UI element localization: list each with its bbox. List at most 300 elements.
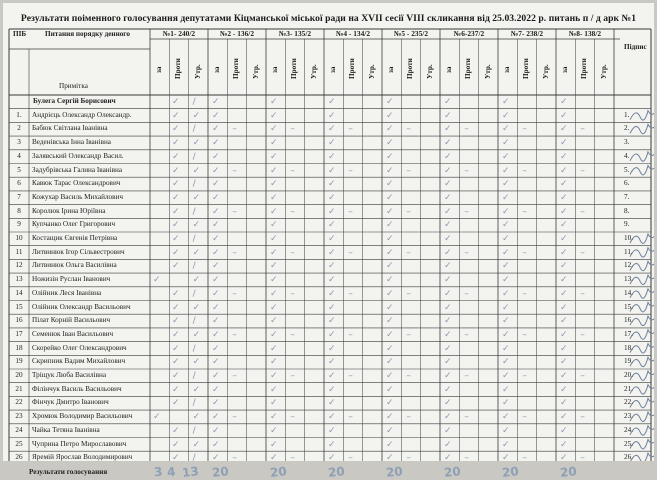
handwritten-vote-mark: ✓ <box>328 371 336 381</box>
handwritten-vote-mark: ✓ <box>270 247 278 258</box>
handwritten-vote-mark: – <box>406 206 411 217</box>
handwritten-vote-mark: ✓ <box>328 425 336 436</box>
signature-number: 8. <box>624 206 630 215</box>
signature-number: 4. <box>624 151 630 160</box>
handwritten-vote-mark: ✓ <box>560 247 568 258</box>
handwritten-vote-mark: ✓ <box>560 206 568 217</box>
agenda-header: Питання порядку денного <box>45 30 130 38</box>
member-number: 19 <box>15 357 23 366</box>
question-2-header: №2 - 136/2 <box>219 29 255 38</box>
handwritten-vote-mark: ✓ <box>328 206 336 217</box>
member-number: 11 <box>15 247 23 256</box>
handwritten-vote-mark: ✓ <box>270 371 278 381</box>
handwritten-vote-mark: / <box>192 179 196 190</box>
handwritten-vote-mark: ✓ <box>560 138 568 149</box>
member-name: Литвинюк Ольга Василівна <box>32 261 117 270</box>
handwritten-vote-mark: ✓ <box>502 206 510 217</box>
signature-number: 2. <box>624 124 630 133</box>
vote-against-header: Проти <box>348 58 357 79</box>
member-name: Чуприна Петро Мирославович <box>32 439 127 448</box>
question-4-header: №4 - 134/2 <box>335 29 371 38</box>
handwritten-vote-mark: ✓ <box>212 124 220 135</box>
vote-against-header: Проти <box>522 58 531 79</box>
handwritten-vote-mark: ✓ <box>386 302 394 313</box>
handwritten-vote-mark: – <box>522 165 527 176</box>
handwritten-vote-mark: ✓ <box>172 453 180 464</box>
handwritten-vote-mark: – <box>580 124 585 135</box>
handwritten-vote-mark: ✓ <box>386 412 394 423</box>
vote-against-header: Проти <box>464 58 473 79</box>
handwritten-vote-mark: – <box>290 124 295 135</box>
member-name: Пілат Корній Васильович <box>32 316 111 325</box>
handwritten-vote-mark: ✓ <box>270 302 278 313</box>
handwritten-vote-mark: ✓ <box>502 302 510 313</box>
vote-abstain-header: Утр. <box>425 64 434 79</box>
handwritten-vote-mark: – <box>290 206 295 217</box>
handwritten-vote-mark: – <box>464 124 469 135</box>
handwritten-vote-mark: ✓ <box>386 151 394 162</box>
handwritten-vote-mark: ✓ <box>386 124 394 135</box>
handwritten-vote-mark: ✓ <box>328 97 336 107</box>
handwritten-vote-mark: – <box>522 371 527 381</box>
handwritten-vote-mark: – <box>464 206 469 217</box>
handwritten-vote-mark: ✓ <box>270 453 278 464</box>
handwritten-vote-mark: ✓ <box>212 302 220 313</box>
handwritten-vote-mark: – <box>580 412 585 423</box>
handwritten-vote-mark: ✓ <box>328 439 336 450</box>
handwritten-vote-mark: – <box>348 453 353 464</box>
handwritten-vote-mark: – <box>464 453 469 464</box>
handwritten-vote-mark: ✓ <box>502 234 510 244</box>
member-number: 8 <box>17 206 21 215</box>
handwritten-vote-mark: ✓ <box>172 398 180 409</box>
member-name: Андрієць Олександр Олександр. <box>32 110 132 119</box>
handwritten-vote-mark: ✓ <box>172 97 180 107</box>
handwritten-vote-mark: ✓ <box>172 110 180 121</box>
handwritten-vote-mark: – <box>290 288 295 299</box>
member-number: 17 <box>15 329 23 338</box>
handwritten-vote-mark: ✓ <box>502 165 510 176</box>
handwritten-vote-mark: ✓ <box>172 220 180 231</box>
handwritten-vote-mark: ✓ <box>502 357 510 368</box>
member-name: Олійник Леся Іванівна <box>32 288 102 297</box>
member-number: 7 <box>17 192 21 201</box>
handwritten-vote-mark: ✓ <box>502 192 510 203</box>
handwritten-vote-mark: ✓ <box>270 165 278 176</box>
handwritten-vote-mark: ✓ <box>172 206 180 217</box>
member-number: 10 <box>15 234 23 242</box>
handwritten-vote-mark: ✓ <box>444 439 452 450</box>
vote-abstain-header: Утр. <box>367 64 376 79</box>
handwritten-vote-mark: ✓ <box>444 275 452 286</box>
handwritten-vote-mark: ✓ <box>270 398 278 409</box>
vote-for-header: за <box>387 66 395 73</box>
result-count-handwritten: 13 <box>181 464 200 480</box>
handwritten-vote-mark: ✓ <box>212 371 220 381</box>
handwritten-vote-mark: ✓ <box>502 425 510 436</box>
handwritten-vote-mark: / <box>192 288 196 299</box>
handwritten-vote-mark: ✓ <box>270 151 278 162</box>
vote-for-header: за <box>329 66 337 73</box>
handwritten-vote-mark: ✓ <box>270 357 278 368</box>
handwritten-vote-mark: / <box>192 398 196 409</box>
handwritten-vote-mark: ✓ <box>502 151 510 162</box>
member-number: 24 <box>15 425 23 434</box>
handwritten-vote-mark: ✓ <box>192 439 201 450</box>
handwritten-vote-mark: ✓ <box>502 138 510 149</box>
handwritten-vote-mark: ✓ <box>560 192 568 203</box>
vote-abstain-header: Утр. <box>483 64 492 79</box>
member-number: 15 <box>15 302 23 311</box>
handwritten-vote-mark: ✓ <box>560 343 568 354</box>
result-count-handwritten: 20 <box>327 464 346 480</box>
handwritten-vote-mark: ✓ <box>444 165 452 176</box>
handwritten-vote-mark: ✓ <box>172 261 180 272</box>
handwritten-vote-mark: ✓ <box>270 220 278 231</box>
handwritten-vote-mark: / <box>192 261 196 272</box>
handwritten-vote-mark: ✓ <box>386 439 394 450</box>
handwritten-vote-mark: ✓ <box>502 247 510 258</box>
handwritten-vote-mark: ✓ <box>560 412 568 423</box>
handwritten-vote-mark: ✓ <box>270 192 278 203</box>
signature-number: 13. <box>624 275 633 284</box>
handwritten-vote-mark: ✓ <box>386 247 394 258</box>
handwritten-vote-mark: – <box>580 247 585 258</box>
handwritten-vote-mark: ✓ <box>212 165 220 176</box>
handwritten-vote-mark: ✓ <box>328 138 336 149</box>
handwritten-vote-mark: ✓ <box>172 138 180 149</box>
member-name: Кавюк Тарас Олександрович <box>32 179 121 188</box>
member-name: Хромюк Володимир Васильович <box>32 412 133 421</box>
result-count-handwritten: 20 <box>501 464 520 480</box>
handwritten-vote-mark: ✓ <box>328 220 336 231</box>
handwritten-vote-mark: – <box>232 371 237 381</box>
signature-number: 1. <box>624 110 630 119</box>
handwritten-vote-mark: ✓ <box>560 220 568 231</box>
handwritten-vote-mark: – <box>348 247 353 258</box>
handwritten-vote-mark: ✓ <box>560 302 568 313</box>
handwritten-vote-mark: ✓ <box>560 165 568 176</box>
handwritten-vote-mark: ✓ <box>192 247 201 258</box>
handwritten-vote-mark: ✓ <box>386 371 394 381</box>
handwritten-vote-mark: – <box>406 165 411 176</box>
handwritten-vote-mark: – <box>464 329 469 340</box>
handwritten-vote-mark: ✓ <box>192 384 201 395</box>
handwritten-vote-mark: ✓ <box>270 316 278 327</box>
handwritten-vote-mark: ✓ <box>328 343 336 354</box>
member-name: Семенюк Іван Васильович <box>32 329 114 338</box>
handwritten-vote-mark: ✓ <box>172 234 180 244</box>
member-number: 20 <box>15 371 23 379</box>
handwritten-vote-mark: ✓ <box>560 357 568 368</box>
handwritten-vote-mark: ✓ <box>444 384 452 395</box>
handwritten-vote-mark: ✓ <box>212 110 220 121</box>
handwritten-vote-mark: / <box>192 97 196 107</box>
handwritten-vote-mark: – <box>580 206 585 217</box>
handwritten-vote-mark: ✓ <box>328 384 336 395</box>
handwritten-vote-mark: ✓ <box>192 275 201 286</box>
handwritten-vote-mark: ✓ <box>560 398 568 409</box>
handwritten-vote-mark: ✓ <box>192 138 201 149</box>
handwritten-vote-mark: ✓ <box>386 398 394 409</box>
member-number: 26 <box>15 453 23 462</box>
handwritten-vote-mark: – <box>464 165 469 176</box>
question-8-header: №8- 138/2 <box>568 29 602 38</box>
handwritten-vote-mark: ✓ <box>328 261 336 272</box>
member-name: Бабюк Світлана Іванівна <box>32 124 108 133</box>
handwritten-vote-mark: ✓ <box>153 275 161 286</box>
handwritten-vote-mark: ✓ <box>502 261 510 272</box>
handwritten-vote-mark: – <box>522 206 527 217</box>
handwritten-vote-mark: ✓ <box>502 412 510 423</box>
handwritten-vote-mark: ✓ <box>444 329 452 340</box>
handwritten-vote-mark: ✓ <box>502 439 510 450</box>
result-count-handwritten: 4 <box>166 464 177 480</box>
handwritten-vote-mark: ✓ <box>172 343 180 354</box>
handwritten-vote-mark: ✓ <box>212 357 220 368</box>
handwritten-vote-mark: ✓ <box>270 425 278 436</box>
member-number: 22 <box>15 398 23 407</box>
handwritten-vote-mark: ✓ <box>328 329 336 340</box>
handwritten-vote-mark: – <box>348 165 353 176</box>
handwritten-vote-mark: ✓ <box>386 316 394 327</box>
handwritten-vote-mark: ✓ <box>502 275 510 286</box>
handwritten-vote-mark: ✓ <box>502 343 510 354</box>
handwritten-vote-mark: ✓ <box>270 343 278 354</box>
handwritten-vote-mark: ✓ <box>270 261 278 272</box>
member-number: 9 <box>17 220 21 229</box>
handwritten-vote-mark: ✓ <box>172 151 180 162</box>
signature-number: 12. <box>624 261 633 270</box>
handwritten-vote-mark: – <box>580 453 585 464</box>
handwritten-vote-mark: ✓ <box>270 138 278 149</box>
handwritten-vote-mark: ✓ <box>172 124 180 135</box>
member-name: Філінчук Василь Васильович <box>32 384 122 393</box>
handwritten-vote-mark: ✓ <box>270 124 278 135</box>
signature-number: 14. <box>624 288 633 297</box>
handwritten-vote-mark: ✓ <box>172 384 180 395</box>
handwritten-vote-mark: – <box>406 124 411 135</box>
handwritten-vote-mark: ✓ <box>328 179 336 190</box>
signature-number: 26. <box>624 453 633 462</box>
result-count-handwritten: 20 <box>443 464 462 480</box>
question-6-header: №6-237/2 <box>453 29 485 38</box>
handwritten-vote-mark: ✓ <box>212 275 220 286</box>
vote-against-header: Проти <box>290 58 299 79</box>
handwritten-vote-mark: ✓ <box>212 288 220 299</box>
handwritten-vote-mark: ✓ <box>172 179 180 190</box>
handwritten-vote-mark: ✓ <box>270 275 278 286</box>
handwritten-vote-mark: ✓ <box>328 192 336 203</box>
handwritten-vote-mark: / <box>192 343 196 354</box>
handwritten-vote-mark: ✓ <box>270 288 278 299</box>
handwritten-vote-mark: ✓ <box>386 220 394 231</box>
handwritten-vote-mark: ✓ <box>270 179 278 190</box>
vote-against-header: Проти <box>580 58 589 79</box>
vote-for-header: за <box>213 66 221 73</box>
handwritten-vote-mark: ✓ <box>386 192 394 203</box>
handwritten-vote-mark: ✓ <box>444 425 452 436</box>
handwritten-vote-mark: / <box>192 234 196 244</box>
handwritten-vote-mark: ✓ <box>212 138 220 149</box>
member-name: Скорейко Олег Олександрович <box>32 343 127 352</box>
signature-number: 23. <box>624 412 633 421</box>
handwritten-vote-mark: ✓ <box>444 151 452 162</box>
result-count-handwritten: 20 <box>269 464 288 480</box>
handwritten-vote-mark: ✓ <box>212 206 220 217</box>
handwritten-vote-mark: – <box>290 371 295 381</box>
signature-number: 11. <box>624 247 633 256</box>
handwritten-vote-mark: ✓ <box>444 220 452 231</box>
vote-for-header: за <box>503 66 511 73</box>
signature-number: 9. <box>624 220 630 229</box>
handwritten-vote-mark: – <box>406 329 411 340</box>
handwritten-vote-mark: / <box>192 316 196 327</box>
handwritten-vote-mark: ✓ <box>560 453 568 464</box>
handwritten-vote-mark: ✓ <box>172 329 180 340</box>
handwritten-vote-mark: ✓ <box>502 329 510 340</box>
member-number: 6 <box>17 179 21 188</box>
handwritten-vote-mark: ✓ <box>386 288 394 299</box>
question-1-header: №1- 240/2 <box>162 29 196 38</box>
handwritten-vote-mark: ✓ <box>502 110 510 121</box>
handwritten-vote-mark: ✓ <box>328 398 336 409</box>
member-name: Фінчук Дмитро Іванович <box>32 398 109 407</box>
handwritten-vote-mark: – <box>348 288 353 299</box>
vote-abstain-header: Утр. <box>309 64 318 79</box>
handwritten-vote-mark: ✓ <box>560 179 568 190</box>
handwritten-vote-mark: – <box>348 371 353 381</box>
handwritten-vote-mark: ✓ <box>502 371 510 381</box>
member-name: Купчанко Олег Григорович <box>32 220 116 229</box>
member-name: Костащик Євгенія Петрівна <box>32 234 118 242</box>
member-name: Олійник Олександр Васильович <box>32 302 131 311</box>
handwritten-vote-mark: ✓ <box>444 138 452 149</box>
handwritten-vote-mark: ✓ <box>212 151 220 162</box>
member-name: Королюк Ірина Юріївна <box>32 206 106 215</box>
handwritten-vote-mark: ✓ <box>212 384 220 395</box>
signature-number: 17. <box>624 329 633 338</box>
handwritten-vote-mark: ✓ <box>328 275 336 286</box>
handwritten-vote-mark: ✓ <box>328 302 336 313</box>
handwritten-vote-mark: ✓ <box>386 453 394 464</box>
handwritten-vote-mark: ✓ <box>192 412 201 423</box>
member-number: 2 <box>17 124 21 133</box>
handwritten-vote-mark: ✓ <box>212 97 220 107</box>
member-number: 13 <box>15 275 23 284</box>
handwritten-vote-mark: ✓ <box>502 384 510 395</box>
handwritten-vote-mark: ✓ <box>444 343 452 354</box>
handwritten-vote-mark: ✓ <box>212 192 220 203</box>
handwritten-vote-mark: – <box>290 165 295 176</box>
member-name: Веденівська Інна Іванівна <box>32 138 111 147</box>
handwritten-vote-mark: ✓ <box>502 179 510 190</box>
signature-number: 18. <box>624 343 633 352</box>
handwritten-vote-mark: ✓ <box>560 110 568 121</box>
handwritten-vote-mark: ✓ <box>328 316 336 327</box>
member-name: Задубрівська Галина Іванівна <box>32 165 123 174</box>
handwritten-vote-mark: – <box>406 412 411 423</box>
signature-number: 19. <box>624 357 633 366</box>
handwritten-vote-mark: ✓ <box>192 165 201 176</box>
signature-number: 6. <box>624 179 630 188</box>
handwritten-vote-mark: ✓ <box>560 316 568 327</box>
handwritten-vote-mark: / <box>192 151 196 162</box>
handwritten-vote-mark: – <box>522 412 527 423</box>
handwritten-vote-mark: ✓ <box>270 97 278 107</box>
handwritten-vote-mark: ✓ <box>502 398 510 409</box>
handwritten-vote-mark: ✓ <box>270 206 278 217</box>
handwritten-vote-mark: ✓ <box>386 329 394 340</box>
signature-number: 16. <box>624 316 633 325</box>
handwritten-vote-mark: / <box>192 453 196 464</box>
handwritten-vote-mark: ✓ <box>386 97 394 107</box>
signature-number: 24. <box>624 425 633 434</box>
handwritten-vote-mark: ✓ <box>386 275 394 286</box>
handwritten-vote-mark: ✓ <box>212 329 220 340</box>
sign-header: Підпис <box>624 43 647 51</box>
handwritten-vote-mark: ✓ <box>212 234 220 244</box>
handwritten-vote-mark: – <box>406 288 411 299</box>
results-label: Результати голосування <box>29 467 108 476</box>
handwritten-vote-mark: ✓ <box>172 247 180 258</box>
handwritten-vote-mark: ✓ <box>444 288 452 299</box>
handwritten-vote-mark: ✓ <box>328 288 336 299</box>
handwritten-vote-mark: ✓ <box>444 124 452 135</box>
member-number: 4 <box>17 151 21 160</box>
result-count-handwritten: 20 <box>559 464 578 480</box>
vote-against-header: Проти <box>406 58 415 79</box>
handwritten-vote-mark: ✓ <box>192 357 201 368</box>
handwritten-vote-mark: ✓ <box>270 329 278 340</box>
handwritten-vote-mark: ✓ <box>212 220 220 231</box>
handwritten-vote-mark: ✓ <box>172 425 180 436</box>
member-number: 21 <box>15 384 23 393</box>
handwritten-vote-mark: ✓ <box>192 110 201 121</box>
handwritten-vote-mark: ✓ <box>444 247 452 258</box>
handwritten-vote-mark: – <box>522 329 527 340</box>
member-number: 14 <box>15 288 23 297</box>
question-7-header: №7- 238/2 <box>510 29 544 38</box>
handwritten-vote-mark: – <box>406 453 411 464</box>
handwritten-vote-mark: ✓ <box>328 110 336 121</box>
handwritten-vote-mark: ✓ <box>328 165 336 176</box>
handwritten-vote-mark: ✓ <box>328 412 336 423</box>
handwritten-vote-mark: ✓ <box>444 234 452 244</box>
handwritten-vote-mark: ✓ <box>172 439 180 450</box>
result-count-handwritten: 20 <box>211 464 230 480</box>
handwritten-vote-mark: ✓ <box>328 357 336 368</box>
handwritten-vote-mark: ✓ <box>560 425 568 436</box>
member-name: Ножизін Руслан Іванович <box>32 275 111 284</box>
handwritten-vote-mark: – <box>580 165 585 176</box>
handwritten-vote-mark: / <box>192 124 196 135</box>
handwritten-vote-mark: – <box>348 124 353 135</box>
handwritten-vote-mark: ✓ <box>172 371 180 381</box>
handwritten-vote-mark: ✓ <box>560 329 568 340</box>
handwritten-vote-mark: ✓ <box>270 384 278 395</box>
handwritten-vote-mark: ✓ <box>270 439 278 450</box>
handwritten-vote-mark: ✓ <box>212 316 220 327</box>
handwritten-vote-mark: ✓ <box>386 425 394 436</box>
handwritten-vote-mark: ✓ <box>560 384 568 395</box>
question-3-header: №3- 135/2 <box>278 29 312 38</box>
handwritten-vote-mark: – <box>232 412 237 423</box>
handwritten-vote-mark: ✓ <box>386 343 394 354</box>
signature-number: 5. <box>624 165 630 174</box>
handwritten-vote-mark: – <box>232 288 237 299</box>
member-name: Кожухар Василь Михайлович <box>32 192 123 201</box>
